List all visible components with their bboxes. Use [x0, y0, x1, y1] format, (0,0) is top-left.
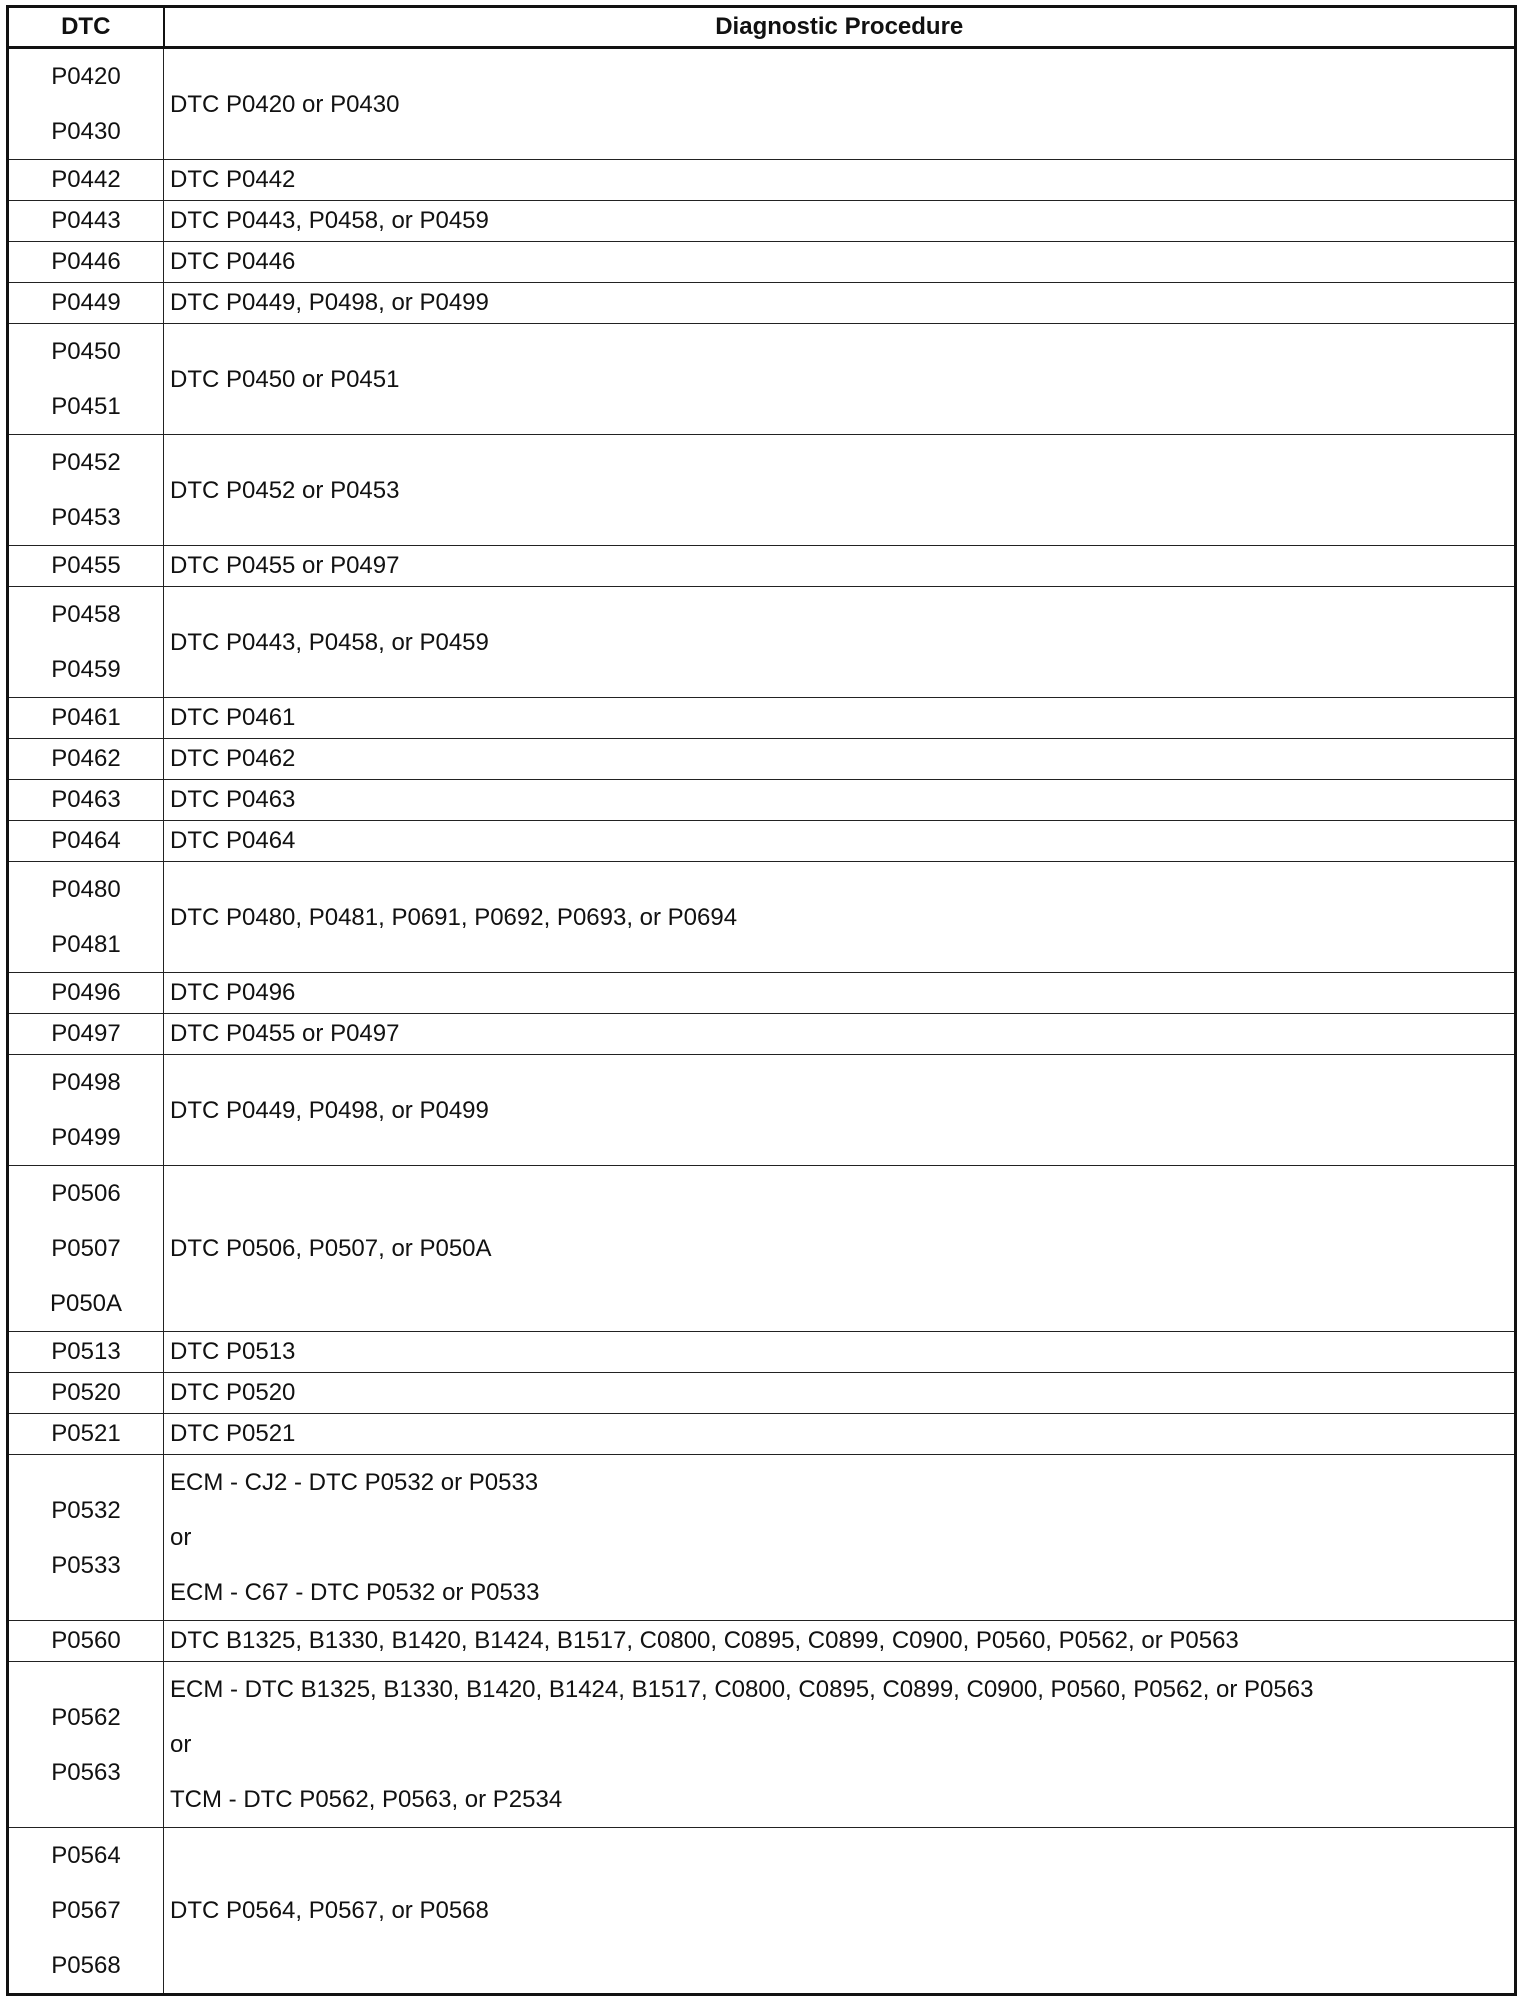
dtc-code-cell — [8, 546, 164, 587]
diagnostic-procedure-text: DTC P0455 or P0497 — [170, 552, 400, 579]
diagnostic-procedure-text: ECM - DTC B1325, B1330, B1420, B1424, B1517, C0800, C0895, C0899, C0900, P0560, P0562, or P0563 — [170, 1676, 1314, 1703]
dtc-code: P0533 — [51, 1551, 121, 1579]
diagnostic-procedure-cell — [164, 1455, 1516, 1621]
table-row — [8, 283, 1516, 324]
dtc-code: P0480 — [51, 876, 121, 903]
diagnostic-procedure-cell — [164, 1373, 1516, 1414]
table-row — [8, 546, 1516, 587]
diagnostic-procedure-text: DTC P0449, P0498, or P0499 — [170, 289, 489, 316]
dtc-code: P0496 — [51, 979, 121, 1006]
dtc-code-cell — [8, 1828, 164, 1995]
table-row — [8, 1414, 1516, 1455]
diagnostic-procedure-text: DTC B1325, B1330, B1420, B1424, B1517, C0800, C0895, C0899, C0900, P0560, P0562, or P0563 — [170, 1627, 1239, 1654]
dtc-code-cell — [8, 821, 164, 862]
dtc-code: P0463 — [51, 786, 121, 813]
diagnostic-procedure-cell — [164, 821, 1516, 862]
dtc-code: P050A — [49, 1290, 123, 1317]
dtc-code-cell — [8, 1055, 164, 1166]
diagnostic-procedure-cell — [164, 862, 1516, 973]
dtc-code-cell — [8, 1621, 164, 1662]
dtc-table-container — [6, 5, 1514, 1996]
diagnostic-procedure-text: DTC P0452 or P0453 — [170, 476, 400, 504]
diagnostic-procedure-cell — [164, 1332, 1516, 1373]
dtc-code: P0562 — [51, 1703, 121, 1731]
diagnostic-procedure-text: DTC P0496 — [170, 979, 296, 1006]
dtc-code-cell — [8, 160, 164, 201]
diagnostic-procedure-cell — [164, 1662, 1516, 1828]
header-dtc: DTC — [8, 7, 164, 48]
dtc-code: P0452 — [51, 449, 121, 476]
dtc-code: P0568 — [51, 1952, 121, 1979]
table-row — [8, 1662, 1516, 1828]
diagnostic-procedure-text: DTC P0463 — [170, 786, 296, 813]
dtc-code-cell — [8, 1014, 164, 1055]
table-row — [8, 1055, 1516, 1166]
diagnostic-procedure-cell — [164, 283, 1516, 324]
dtc-code: P0458 — [51, 601, 121, 628]
dtc-code-cell — [8, 1414, 164, 1455]
dtc-code: P0443 — [51, 207, 121, 234]
table-row — [8, 1621, 1516, 1662]
dtc-code: P0442 — [51, 166, 121, 193]
table-row — [8, 160, 1516, 201]
diagnostic-procedure-text: DTC P0480, P0481, P0691, P0692, P0693, or P0694 — [170, 903, 738, 931]
diagnostic-procedure-text: DTC P0513 — [170, 1338, 296, 1365]
table-row — [8, 1014, 1516, 1055]
diagnostic-procedure-cell — [164, 546, 1516, 587]
diagnostic-procedure-text: DTC P0449, P0498, or P0499 — [170, 1096, 489, 1124]
diagnostic-procedure-text: DTC P0520 — [170, 1379, 296, 1406]
table-row — [8, 1166, 1516, 1332]
table-row — [8, 324, 1516, 435]
dtc-code: P0449 — [51, 289, 121, 316]
table-row — [8, 1332, 1516, 1373]
table-row — [8, 201, 1516, 242]
dtc-code-cell — [8, 1455, 164, 1621]
diagnostic-procedure-cell — [164, 1166, 1516, 1332]
diagnostic-procedure-cell — [164, 160, 1516, 201]
dtc-code: P0481 — [51, 931, 121, 958]
dtc-code: P0451 — [51, 393, 121, 420]
table-row — [8, 973, 1516, 1014]
dtc-code-cell — [8, 862, 164, 973]
diagnostic-procedure-text: DTC P0446 — [170, 248, 296, 275]
diagnostic-procedure-text: or — [170, 1524, 192, 1551]
diagnostic-procedure-text: DTC P0464 — [170, 827, 296, 854]
diagnostic-procedure-text: DTC P0461 — [170, 704, 296, 731]
dtc-code: P0507 — [51, 1235, 121, 1262]
dtc-table — [6, 5, 1517, 1996]
diagnostic-procedure-cell — [164, 435, 1516, 546]
header-diagnostic-procedure: Diagnostic Procedure — [164, 7, 1516, 48]
dtc-code-cell — [8, 973, 164, 1014]
diagnostic-procedure-cell — [164, 1055, 1516, 1166]
dtc-code-cell — [8, 1662, 164, 1828]
diagnostic-procedure-text: DTC P0455 or P0497 — [170, 1020, 400, 1047]
dtc-code: P0430 — [51, 118, 121, 145]
table-row — [8, 698, 1516, 739]
dtc-code-cell — [8, 587, 164, 698]
dtc-code-cell — [8, 739, 164, 780]
diagnostic-procedure-cell — [164, 1828, 1516, 1995]
diagnostic-procedure-text: ECM - C67 - DTC P0532 or P0533 — [170, 1579, 540, 1606]
table-row — [8, 1455, 1516, 1621]
dtc-code-cell — [8, 698, 164, 739]
table-row — [8, 48, 1516, 160]
dtc-code-cell — [8, 1332, 164, 1373]
diagnostic-procedure-text: DTC P0442 — [170, 166, 296, 193]
diagnostic-procedure-text: DTC P0443, P0458, or P0459 — [170, 207, 489, 234]
diagnostic-procedure-text: TCM - DTC P0562, P0563, or P2534 — [170, 1786, 563, 1813]
diagnostic-procedure-cell — [164, 201, 1516, 242]
dtc-code-cell — [8, 283, 164, 324]
dtc-code-cell — [8, 48, 164, 160]
table-row — [8, 821, 1516, 862]
diagnostic-procedure-text: DTC P0443, P0458, or P0459 — [170, 628, 489, 656]
diagnostic-procedure-text: DTC P0521 — [170, 1420, 296, 1447]
dtc-code-cell — [8, 242, 164, 283]
diagnostic-procedure-text: or — [170, 1731, 192, 1758]
dtc-code: P0497 — [51, 1020, 121, 1047]
dtc-code-cell — [8, 1373, 164, 1414]
dtc-code: P0464 — [51, 827, 121, 854]
table-header-row — [8, 7, 1516, 48]
dtc-code: P0462 — [51, 745, 121, 772]
dtc-code: P0420 — [51, 63, 121, 90]
dtc-code: P0563 — [51, 1758, 121, 1786]
dtc-code: P0567 — [51, 1897, 121, 1924]
dtc-code: P0498 — [51, 1069, 121, 1096]
diagnostic-procedure-cell — [164, 324, 1516, 435]
diagnostic-procedure-cell — [164, 698, 1516, 739]
dtc-code: P0461 — [51, 704, 121, 731]
diagnostic-procedure-text: ECM - CJ2 - DTC P0532 or P0533 — [170, 1469, 539, 1496]
diagnostic-procedure-text: DTC P0506, P0507, or P050A — [170, 1235, 492, 1262]
dtc-code: P0499 — [51, 1124, 121, 1151]
diagnostic-procedure-cell — [164, 1414, 1516, 1455]
table-body — [8, 48, 1516, 1995]
dtc-code-cell — [8, 780, 164, 821]
table-row — [8, 435, 1516, 546]
diagnostic-procedure-cell — [164, 780, 1516, 821]
dtc-code: P0459 — [51, 656, 121, 683]
table-row — [8, 780, 1516, 821]
table-row — [8, 242, 1516, 283]
diagnostic-procedure-cell — [164, 587, 1516, 698]
diagnostic-procedure-text: DTC P0564, P0567, or P0568 — [170, 1897, 489, 1924]
table-row — [8, 587, 1516, 698]
table-row — [8, 1828, 1516, 1995]
diagnostic-procedure-cell — [164, 739, 1516, 780]
dtc-code: P0513 — [51, 1338, 121, 1365]
dtc-code-cell — [8, 201, 164, 242]
dtc-code-cell — [8, 435, 164, 546]
dtc-code: P0453 — [51, 504, 121, 531]
dtc-code: P0446 — [51, 248, 121, 275]
diagnostic-procedure-cell — [164, 48, 1516, 160]
dtc-code-cell — [8, 324, 164, 435]
dtc-code: P0564 — [51, 1842, 121, 1869]
table-row — [8, 739, 1516, 780]
diagnostic-procedure-text: DTC P0450 or P0451 — [170, 365, 400, 393]
table-row — [8, 862, 1516, 973]
dtc-code: P0560 — [51, 1627, 121, 1654]
diagnostic-procedure-cell — [164, 242, 1516, 283]
dtc-code: P0521 — [51, 1420, 121, 1447]
dtc-code: P0520 — [51, 1379, 121, 1406]
diagnostic-procedure-cell — [164, 1621, 1516, 1662]
dtc-code-cell — [8, 1166, 164, 1332]
dtc-code: P0455 — [51, 552, 121, 579]
table-row — [8, 1373, 1516, 1414]
dtc-code: P0532 — [51, 1496, 121, 1524]
diagnostic-procedure-text: DTC P0462 — [170, 745, 296, 772]
diagnostic-procedure-text: DTC P0420 or P0430 — [170, 90, 400, 118]
dtc-code: P0450 — [51, 338, 121, 365]
diagnostic-procedure-cell — [164, 973, 1516, 1014]
diagnostic-procedure-cell — [164, 1014, 1516, 1055]
dtc-code: P0506 — [51, 1180, 121, 1207]
